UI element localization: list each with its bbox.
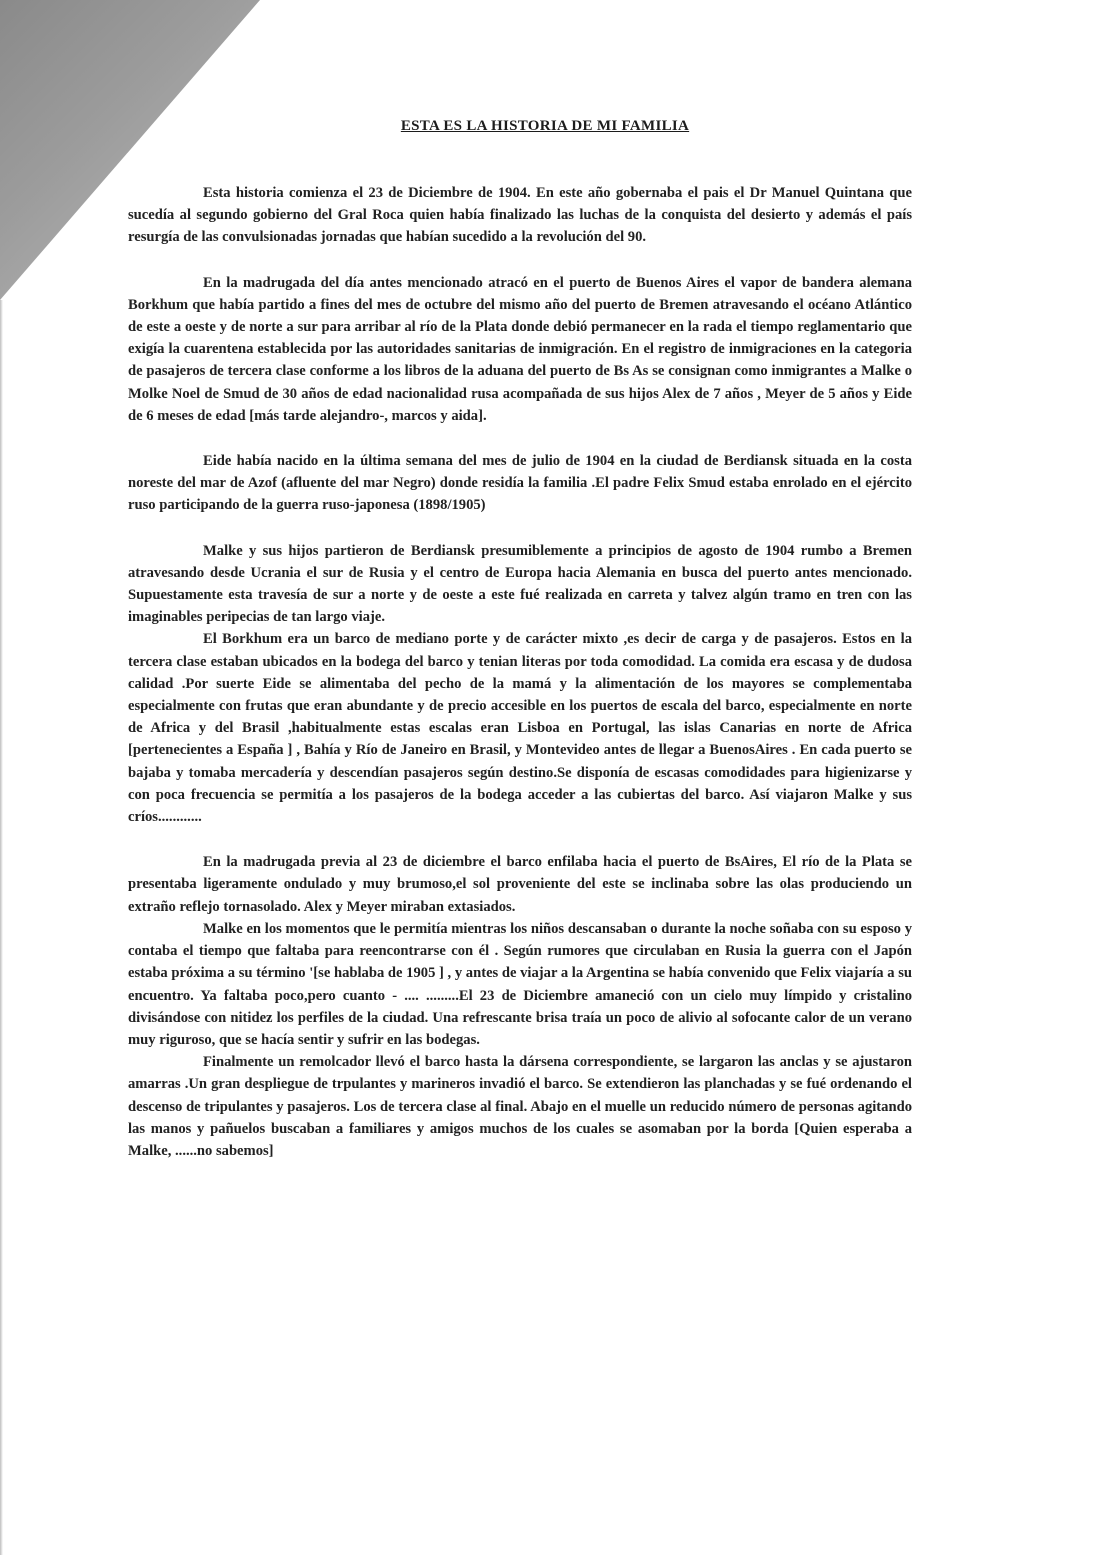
paragraph-eide-birth: Eide había nacido en la última semana del mes de julio de 1904 en la ciudad de Berdiansk situada en la costa noreste del mar de Azof (afluente del mar Negro) donde residía la familia .El padre Felix Smud estaba enrolado en el ejército ruso participando de la guerra ruso-japonesa (1898/1905)	[128, 453, 912, 514]
paragraph-dawn: En la madrugada previa al 23 de diciembre el barco enfilaba hacia el puerto de BsAires, El río de la Plata se presentaba ligeramente ondulado y muy brumoso,el sol proveniente del este se inclinaba sobre las olas produciendo un extraño reflejo tornasolado. Alex y Meyer miraban extasiados.	[128, 854, 912, 915]
paragraph-intro: Esta historia comienza el 23 de Diciembre de 1904. En este año gobernaba el pais el Dr Manuel Quintana que sucedía al segundo gobierno del Gral Roca quien había finalizado las luchas de la conquista del desierto y además el país resurgía de las convulsionadas jornadas que habían sucedido a la revolución del 90.	[128, 185, 912, 246]
paragraph-docking: Finalmente un remolcador llevó el barco hasta la dársena correspondiente, se largaron las anclas y se ajustaron amarras .Un gran despliegue de trpulantes y marineros invadió el barco. Se extendieron las planchadas y se fué ordenando el descenso de tripulantes y pasajeros. Los de tercera clase al final. Abajo en el muelle un reducido número de personas agitando las manos y pañuelos buscaban a familiares y amigos muchos de los cuales se asomaban por la borda [Quien esperaba a Malke, ......no sabemos]	[128, 1054, 912, 1159]
paragraph-journey: Malke y sus hijos partieron de Berdiansk presumiblemente a principios de agosto de 1904 rumbo a Bremen atravesando desde Ucrania el sur de Rusia y el centro de Europa hacia Alemania en busca del puerto antes mencionado. Supuestamente esta travesía de sur a norte y de oeste a este fué realizada en carreta y talvez algún tramo en tren con las imaginables peripecias de tan largo viaje.	[128, 542, 912, 626]
paragraph-arrival: En la madrugada del día antes mencionado atracó en el puerto de Buenos Aires el vapor de bandera alemana Borkhum que había partido a fines del mes de octubre del mismo año del puerto de Bremen atravesando el océano Atlántico de este a oeste y de norte a sur para arribar al río de la Plata donde debió permanecer en la rada el tiempo reglamentario que exigía la cuarentena establecida por las autoridades sanitarias de inmigración. En el registro de inmigraciones en la categoria de pasajeros de tercera clase conforme a los libros de la aduana del puerto de Bs As se consignan como inmigrantes a Malke o Molke Noel de Smud de 30 años de edad nacionalidad rusa acompañada de sus hijos Alex de 7 años , Meyer de 5 años y Eide de 6 meses de edad [más tarde alejandro-, marcos y aida].	[128, 274, 912, 424]
document-title: ESTA ES LA HISTORIA DE MI FAMILIA	[400, 118, 690, 134]
paragraph-malke-dreams: Malke en los momentos que le permitía mientras los niños descansaban o durante la noche soñaba con su esposo y contaba el tiempo que faltaba para reencontrarse con él . Según rumores que circulaban en Rusia la guerra con el Japón estaba próxima a su término '[se hablaba de 1905 ] , y antes de viajar a la Argentina se había convenido que Felix viajaría a su encuentro. Ya faltaba poco,pero cuanto - .... .........El 23 de Diciembre amaneció con un cielo muy límpido y cristalino divisándose con nitidez los perfiles de la ciudad. Una refrescante brisa traía un poco de alivio al sofocante calor de un verano muy riguroso, que se hacía sentir y sufrir en las bodegas.	[128, 920, 912, 1048]
paragraph-borkhum: El Borkhum era un barco de mediano porte y de carácter mixto ,es decir de carga y de pasajeros. Estos en la tercera clase estaban ubicados en la bodega del barco y tenian literas por toda comodidad. La comida era escasa y de dudosa calidad .Por suerte Eide se alimentaba del pecho de la mamá y la alimentación de los mayores se complementaba especialmente con frutas que eran abundante y de precio accesible en los puertos de escala del barco, especialmente en norte de Africa y del Brasil ,habitualmente estas escalas eran Lisboa en Portugal, las islas Canarias en norte de Africa [pertenecientes a España ] , Bahía y Río de Janeiro en Brasil, y Montevideo antes de llegar a BuenosAires . En cada puerto se bajaba y tomaba mercadería y descendían pasajeros según destino.Se disponía de escasas comodidades para higienizarse y con poca frecuencia se permitía a los pasajeros de la bodega acceder a las cubiertas del barco. Así viajaron Malke y sus críos............	[128, 631, 912, 826]
scan-edge-shadow	[0, 300, 3, 1555]
document-page	[128, 118, 912, 1162]
